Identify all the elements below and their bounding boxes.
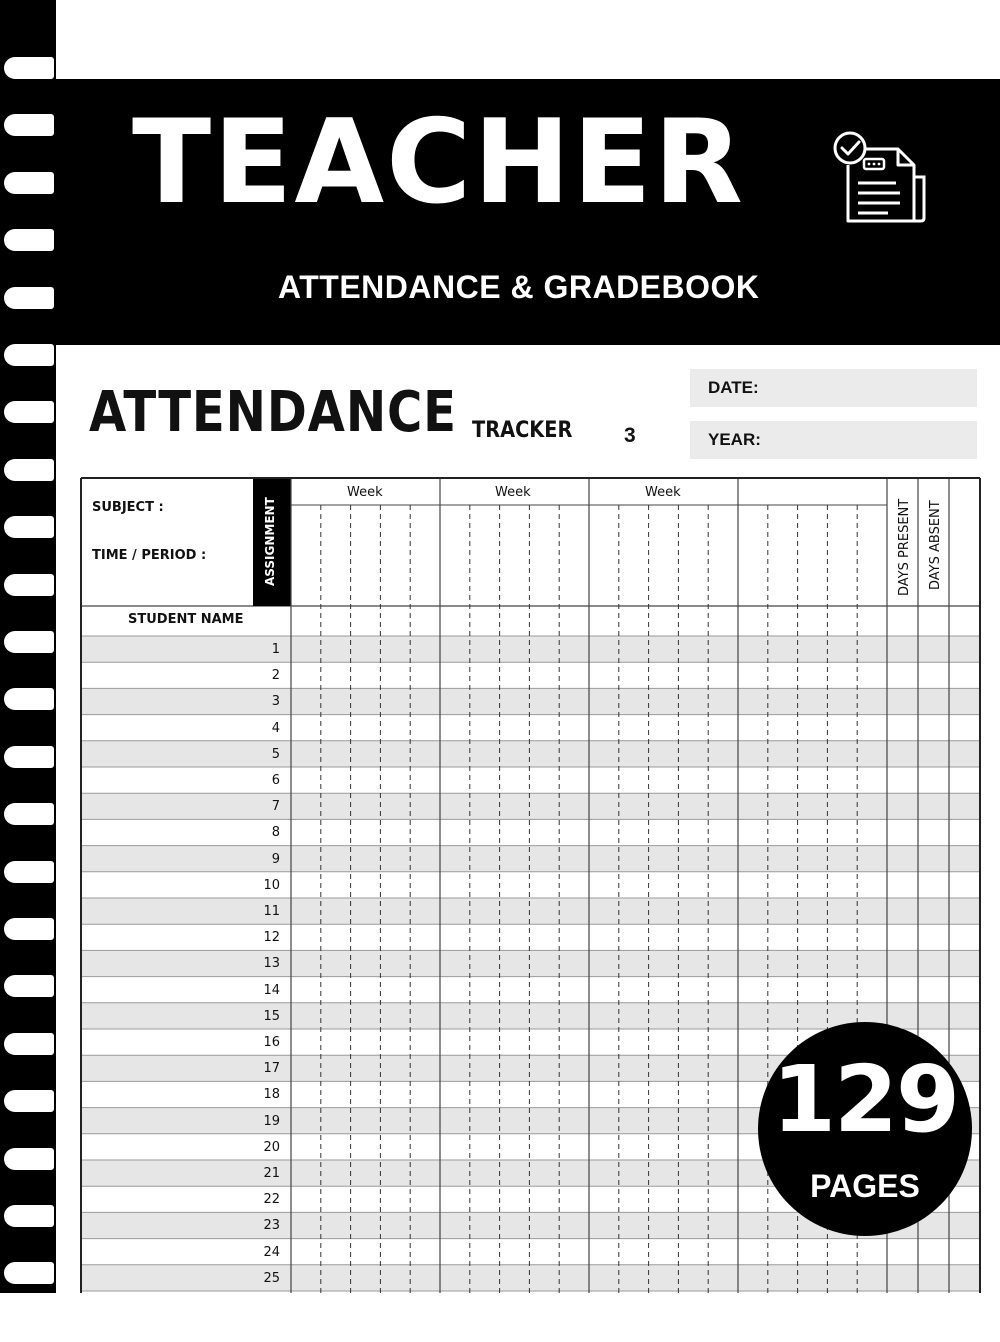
row-number: 3 <box>271 694 280 710</box>
row-shade <box>81 950 980 976</box>
row-shade <box>81 636 980 662</box>
row-number: 4 <box>271 720 280 736</box>
row-number: 9 <box>271 851 280 867</box>
cover-title: TEACHER <box>132 95 745 230</box>
row-number: 16 <box>263 1035 280 1050</box>
row-number: 18 <box>263 1087 280 1103</box>
binding-ring <box>4 1320 54 1342</box>
row-number: 23 <box>263 1218 280 1234</box>
row-number: 14 <box>263 982 280 998</box>
row-number: 22 <box>263 1192 280 1208</box>
row-shade <box>81 688 980 714</box>
row-shade <box>81 741 980 767</box>
week-label-2: Week <box>495 485 531 500</box>
row-number: 7 <box>271 799 280 815</box>
row-number: 2 <box>271 668 280 684</box>
cover-subtitle: ATTENDANCE & GRADEBOOK <box>278 269 760 305</box>
row-number: 8 <box>271 825 280 841</box>
week-label-1: Week <box>347 485 383 500</box>
row-number: 21 <box>263 1166 280 1181</box>
assignment-label: ASSIGNMENT <box>263 497 277 586</box>
row-number: 20 <box>263 1139 280 1155</box>
week-label-3: Week <box>645 485 681 500</box>
row-number: 11 <box>263 904 280 919</box>
days-absent-header: DAYS ABSENT <box>928 500 943 590</box>
row-shade <box>81 1265 980 1291</box>
row-number: 19 <box>263 1113 280 1129</box>
row-number: 13 <box>263 956 280 972</box>
row-number: 1 <box>271 642 280 657</box>
page-count-label: PAGES <box>810 1168 920 1204</box>
page-count-badge <box>758 1022 972 1236</box>
row-number: 6 <box>271 773 280 788</box>
row-number: 17 <box>263 1061 280 1077</box>
subject-label: SUBJECT : <box>92 500 164 515</box>
days-present-header: DAYS PRESENT <box>897 498 912 596</box>
row-shade <box>81 898 980 924</box>
row-shade <box>81 793 980 819</box>
page-count-number: 129 <box>771 1046 959 1153</box>
row-shade <box>81 846 980 872</box>
date-label: DATE: <box>708 378 759 397</box>
row-number: 10 <box>263 877 280 893</box>
row-number: 12 <box>263 930 280 946</box>
row-number: 15 <box>263 1008 280 1024</box>
sheet-heading-small: TRACKER <box>472 418 573 443</box>
time-period-label: TIME / PERIOD : <box>92 548 207 563</box>
row-number: 24 <box>263 1244 280 1260</box>
year-label: YEAR: <box>708 430 761 449</box>
row-number: 25 <box>263 1270 280 1286</box>
student-name-header: STUDENT NAME <box>128 612 244 627</box>
row-number: 5 <box>271 746 280 762</box>
sheet-number: 3 <box>624 424 636 447</box>
sheet-heading: ATTENDANCE <box>89 380 457 445</box>
